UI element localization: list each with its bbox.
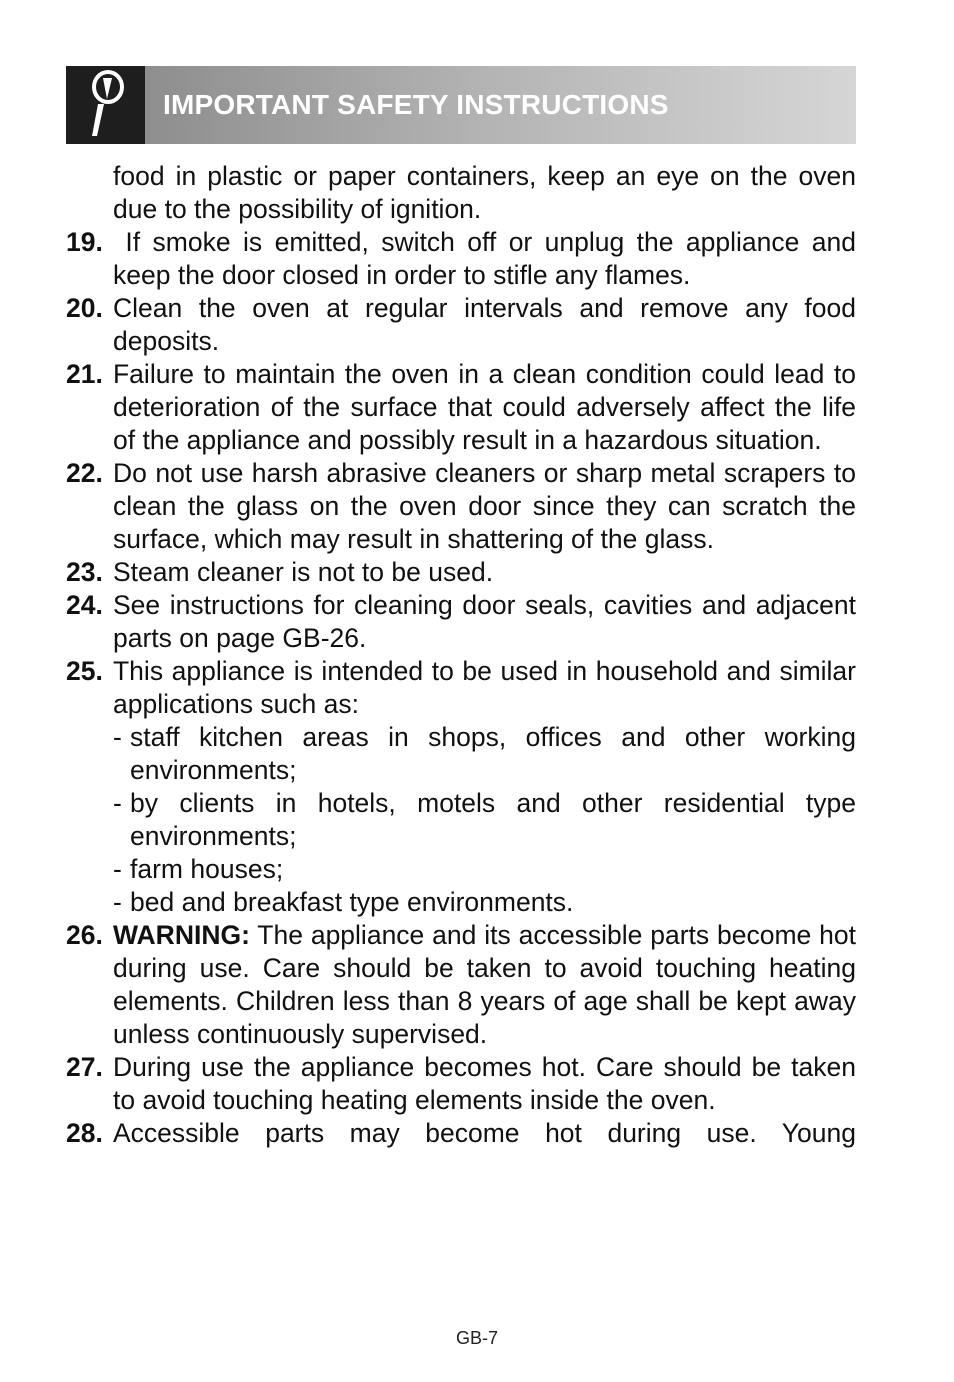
list-item: [66, 1117, 856, 1150]
item-number: 20.: [66, 293, 103, 323]
item-number: 26.: [66, 920, 103, 950]
item-number: 21.: [66, 359, 103, 389]
sub-list-item: [66, 853, 856, 886]
item-number: 23.: [66, 557, 103, 587]
list-item: [66, 919, 864, 1051]
sub-item-dash: -: [113, 722, 122, 752]
instruction-list: [66, 160, 864, 1150]
list-item: [66, 457, 856, 556]
list-item: [66, 292, 856, 358]
sub-item-text: by clients in hotels, motels and other residential type environments;: [130, 788, 856, 851]
item-text: [113, 919, 864, 1051]
sub-item-text: bed and breakfast type environments.: [130, 887, 574, 917]
sub-item-dash: -: [113, 887, 122, 917]
item-text: This appliance is intended to be used in household and similar applications such as:: [113, 656, 856, 719]
list-item: [66, 226, 864, 292]
sub-list-item: [66, 721, 856, 787]
warning-exclamation-icon: [86, 70, 126, 140]
item-text: See instructions for cleaning door seals, cavities and adjacent parts on page GB-26.: [113, 590, 856, 653]
list-item: [66, 358, 856, 457]
item-text: Failure to maintain the oven in a clean condition could lead to deterioration of the surface that could adversely affect the life of the appliance and possibly result in a hazardous situation.: [113, 359, 856, 455]
warning-label: WARNING:: [113, 920, 250, 950]
list-item: [66, 1051, 856, 1117]
item-number: 19.: [66, 227, 103, 257]
item-text: Clean the oven at regular intervals and remove any food deposits.: [113, 293, 856, 356]
item-number: 25.: [66, 656, 103, 686]
section-header: [66, 66, 856, 144]
continuation-text: food in plastic or paper containers, keep an eye on the oven due to the possibility of ignition.: [113, 161, 856, 224]
sub-item-text: farm houses;: [130, 854, 284, 884]
list-item: [66, 589, 856, 655]
header-title: IMPORTANT SAFETY INSTRUCTIONS: [163, 89, 669, 120]
header-bar: [145, 66, 856, 144]
item-text: During use the appliance becomes hot. Care should be taken to avoid touching heating elements inside the oven.: [113, 1052, 856, 1115]
sub-item-dash: -: [113, 788, 122, 818]
sub-list-item: [66, 886, 856, 919]
sub-item-text: staff kitchen areas in shops, offices and other working environments;: [130, 722, 856, 785]
item-number: 24.: [66, 590, 103, 620]
page-number: GB-7: [455, 1328, 498, 1348]
item-number: 22.: [66, 458, 103, 488]
warning-text: The appliance and its accessible parts become hot during use. Care should be taken to avoid touching heating elements. Children less than 8 years of age shall be kept away unless continuously supervised.: [113, 920, 864, 1049]
item-text: Steam cleaner is not to be used.: [113, 557, 494, 587]
sub-list-item: [66, 787, 856, 853]
item-number: 28.: [66, 1118, 103, 1148]
list-item: [66, 556, 856, 589]
item-text: Do not use harsh abrasive cleaners or sharp metal scrapers to clean the glass on the oven door since they can scratch the surface, which may result in shattering of the glass.: [113, 458, 856, 554]
sub-item-dash: -: [113, 854, 122, 884]
warning-icon-box: [66, 66, 145, 144]
item-number: 27.: [66, 1052, 103, 1082]
item-text: Accessible parts may become hot during use. Young: [113, 1118, 856, 1148]
list-item: [66, 655, 856, 721]
item-text: If smoke is emitted, switch off or unplug the appliance and keep the door closed in order to stifle any flames.: [113, 227, 864, 290]
